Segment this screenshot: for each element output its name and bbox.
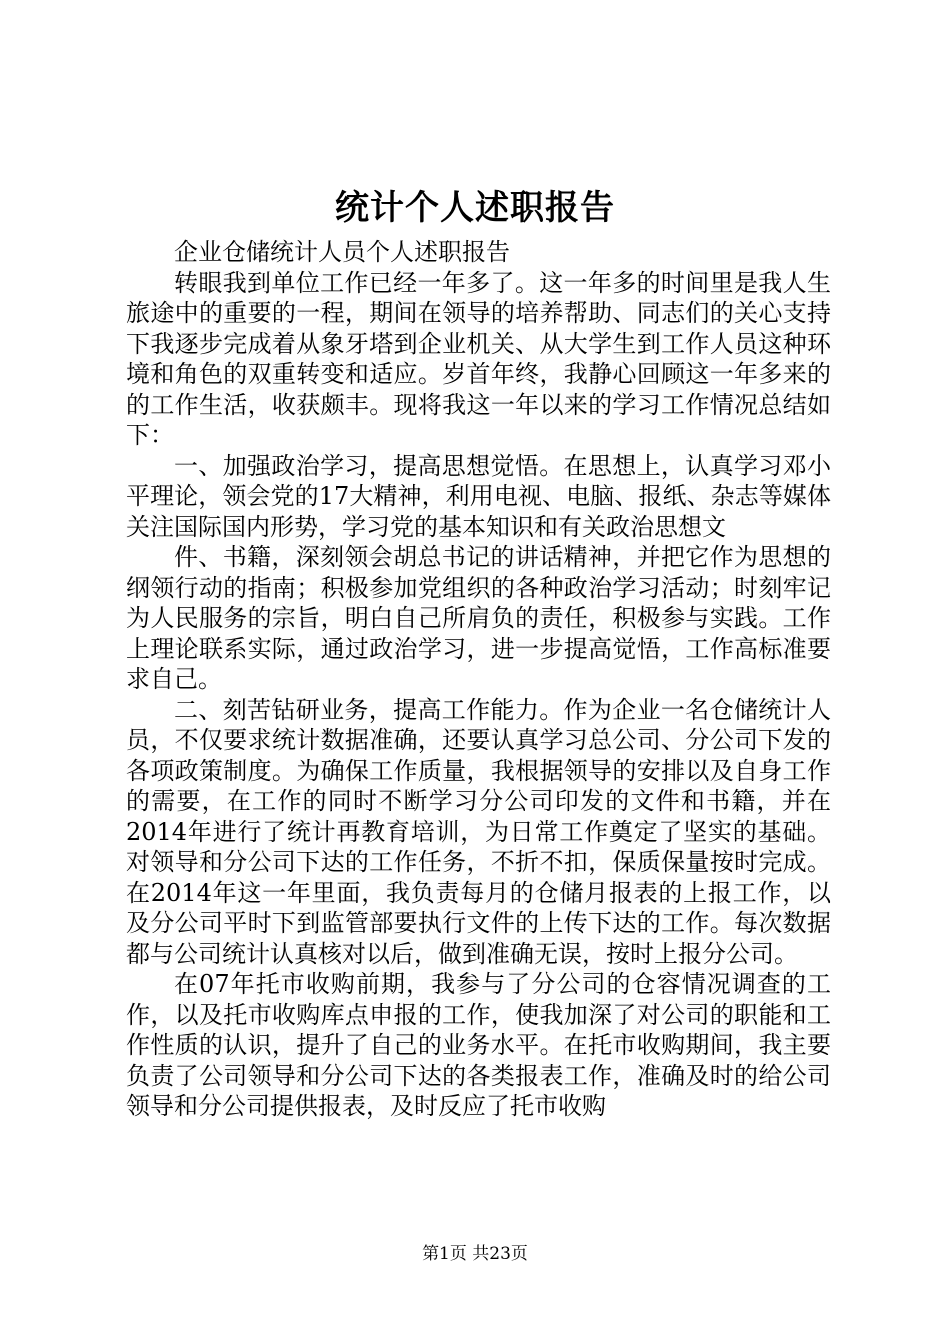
paragraph-section-one-continued: 件、书籍，深刻领会胡总书记的讲话精神，并把它作为思想的纲领行动的指南；积极参加党组织的各种政治学习活动；时刻牢记为人民服务的宗旨，明白自己所肩负的责任，积极参与实践。工作上理论联系实际，通过政治学习，进一步提高觉悟，工作高标准要求自己。 bbox=[126, 543, 831, 693]
paragraph-section-one: 一、加强政治学习，提高思想觉悟。在思想上，认真学习邓小平理论，领会党的17大精神，利用电视、电脑、报纸、杂志等媒体关注国际国内形势，学习党的基本知识和有关政治思想文 bbox=[126, 451, 831, 541]
paragraph-section-two: 二、刻苦钻研业务，提高工作能力。作为企业一名仓储统计人员，不仅要求统计数据准确，还要认真学习总公司、分公司下发的各项政策制度。为确保工作质量，我根据领导的安排以及自身工作的需要，在工作的同时不断学习分公司印发的文件和书籍，并在2014年进行了统计再教育培训，为日常工作奠定了坚实的基础。对领导和分公司下达的工作任务，不折不扣，保质保量按时完成。在2014年这一年里面，我负责每月的仓储月报表的上报工作，以及分公司平时下到监管部要执行文件的上传下达的工作。每次数据都与公司统计认真核对以后，做到准确无误，按时上报分公司。 bbox=[126, 695, 831, 968]
paragraph-subtitle: 企业仓储统计人员个人述职报告 bbox=[174, 238, 510, 266]
document-body bbox=[126, 237, 831, 1122]
page-number-footer: 第1页 共23页 bbox=[422, 1244, 528, 1264]
paragraph-intro: 转眼我到单位工作已经一年多了。这一年多的时间里是我人生旅途中的重要的一程，期间在领导的培养帮助、同志们的关心支持下我逐步完成着从象牙塔到企业机关、从大学生到工作人员这种环境和角色的双重转变和适应。岁首年终，我静心回顾这一年多来的的工作生活，收获颇丰。现将我这一年以来的学习工作情况总结如下： bbox=[126, 268, 831, 449]
paragraph-purchase: 在07年托市收购前期，我参与了分公司的仓容情况调查的工作，以及托市收购库点申报的工作，使我加深了对公司的职能和工作性质的认识，提升了自己的业务水平。在托市收购期间，我主要负责了公司领导和分公司下达的各类报表工作，准确及时的给公司领导和分公司提供报表，及时反应了托市收购 bbox=[126, 970, 831, 1120]
document-title: 统计个人述职报告 bbox=[335, 188, 615, 228]
